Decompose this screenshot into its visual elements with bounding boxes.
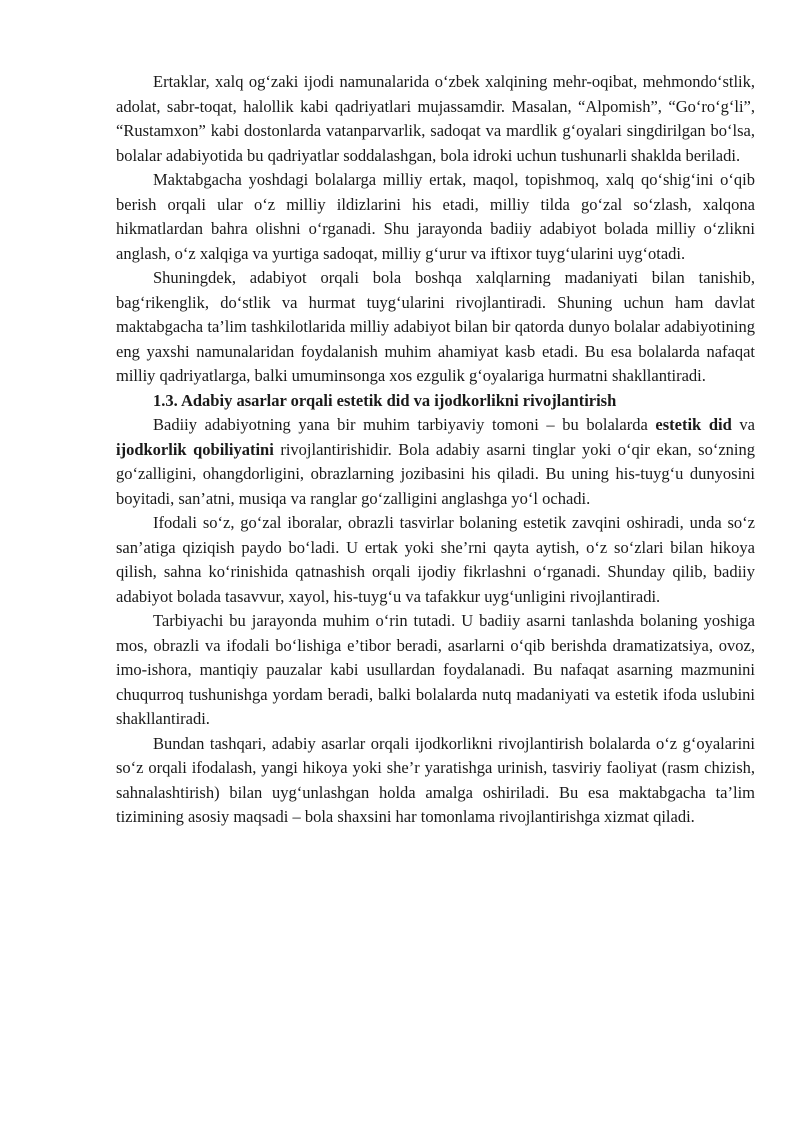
paragraph-text-segment: va [731, 415, 755, 434]
paragraph-text-segment: rivojlantirishidir. Bola adabiy asarni tinglar yoki o‘qir ekan, so‘zning go‘zalligini, ohangdorligini, obrazlarning jozibasini his qiladi. Bu uning his-tuyg‘u dunyosini boyitadi, san’atni, musiqa va ranglar go‘zalligini anglashga yo‘l ochadi. [116, 439, 756, 508]
paragraph-creativity-development: Bundan tashqari, adabiy asarlar orqali ijodkorlikni rivojlantirish bolalarda o‘z g‘oyalarini so‘z orqali ifodalash, yangi hikoya yoki she’r yaratishga urinish, tasviriy faoliyat (rasm chizish, sahnalashtirish) bilan uyg‘unlashgan holda amalga oshiriladi. Bu esa maktabgacha ta’lim tizimining asosiy maqsadi – bola shaxsini har tomonlama rivojlantirishga xizmat qiladi. [116, 733, 755, 826]
paragraph-folk-tales-values: Ertaklar, xalq og‘zaki ijodi namunalarida o‘zbek xalqining mehr-oqibat, mehmondo‘stlik, adolat, sabr-toqat, halollik kabi qadriyatlari mujassamdir. Masalan, “Alpomish”, “Go‘ro‘g‘li”, “Rustamxon” kabi dostonlarda vatanparvarlik, sadoqat va mardlik g‘oyalari singdirilgan bo‘lsa, bolalar adabiyotida bu qadriyatlar soddalashgan, bola idroki uchun tushunarli shaklda beriladi. [116, 72, 755, 165]
bold-term-aesthetic-taste: estetik did [655, 415, 732, 434]
bold-term-creative-ability: ijodkorlik qobiliyatini [116, 439, 274, 459]
section-heading: 1.3. Adabiy asarlar orqali estetik did va ijodkorlikni rivojlantirish [153, 390, 617, 410]
paragraph-expressive-words: Ifodali so‘z, go‘zal iboralar, obrazli tasvirlar bolaning estetik zavqini oshiradi, unda so‘z san’atiga qiziqish paydo bo‘ladi. U ertak yoki she’rni qayta aytish, o‘z so‘zlari bilan hikoya qilish, sahna ko‘rinishida qatnashish orqali ijodiy fikrlashni o‘rganadi. Shunday qilib, badiiy adabiyot bolada tasavvur, xayol, his-tuyg‘u va tafakkur uyg‘unligini rivojlantiradi. [116, 513, 755, 606]
paragraph-text-segment: Badiiy adabiyotning yana bir muhim tarbiyaviy tomoni – bu bolalarda [153, 415, 656, 434]
document-page [116, 70, 755, 830]
paragraph-educator-role: Tarbiyachi bu jarayonda muhim o‘rin tutadi. U badiiy asarni tanlashda bolaning yoshiga mos, obrazli va ifodali bo‘lishiga e’tibor beradi, asarlarni o‘qib berishda dramatizatsiya, ovoz, imo-ishora, mantiqiy pauzalar kabi usullardan foydalanadi. Bu nafaqat asarning mazmunini chuqurroq tushunishga yordam beradi, balki bolalarda nutq madaniyati va estetik ifoda uslubini shakllantiradi. [116, 611, 755, 728]
paragraph-preschool-national-literature: Maktabgacha yoshdagi bolalarga milliy ertak, maqol, topishmoq, xalq qo‘shig‘ini o‘qib berish orqali ular o‘z milliy ildizlarini his etadi, milliy tilda go‘zal so‘zlash, xalqona hikmatlardan bahra olishni o‘rganadi. Shu jarayonda badiiy adabiyot bolada milliy o‘zlikni anglash, o‘z xalqiga va yurtiga sadoqat, milliy g‘urur va iftixor tuyg‘ularini uyg‘otadi. [116, 170, 755, 263]
paragraph-aesthetic-taste [116, 413, 755, 511]
paragraph-other-cultures: Shuningdek, adabiyot orqali bola boshqa xalqlarning madaniyati bilan tanishib, bag‘rikenglik, do‘stlik va hurmat tuyg‘ularini rivojlantiradi. Shuning uchun ham davlat maktabgacha ta’lim tashkilotlarida milliy adabiyot bilan bir qatorda dunyo bolalar adabiyotining eng yaxshi namunalaridan foydalanish muhim ahamiyat kasb etadi. Bu esa bolalarda nafaqat milliy qadriyatlarga, balki umuminsonga xos ezgulik g‘oyalariga hurmatni shakllantiradi. [116, 268, 755, 385]
